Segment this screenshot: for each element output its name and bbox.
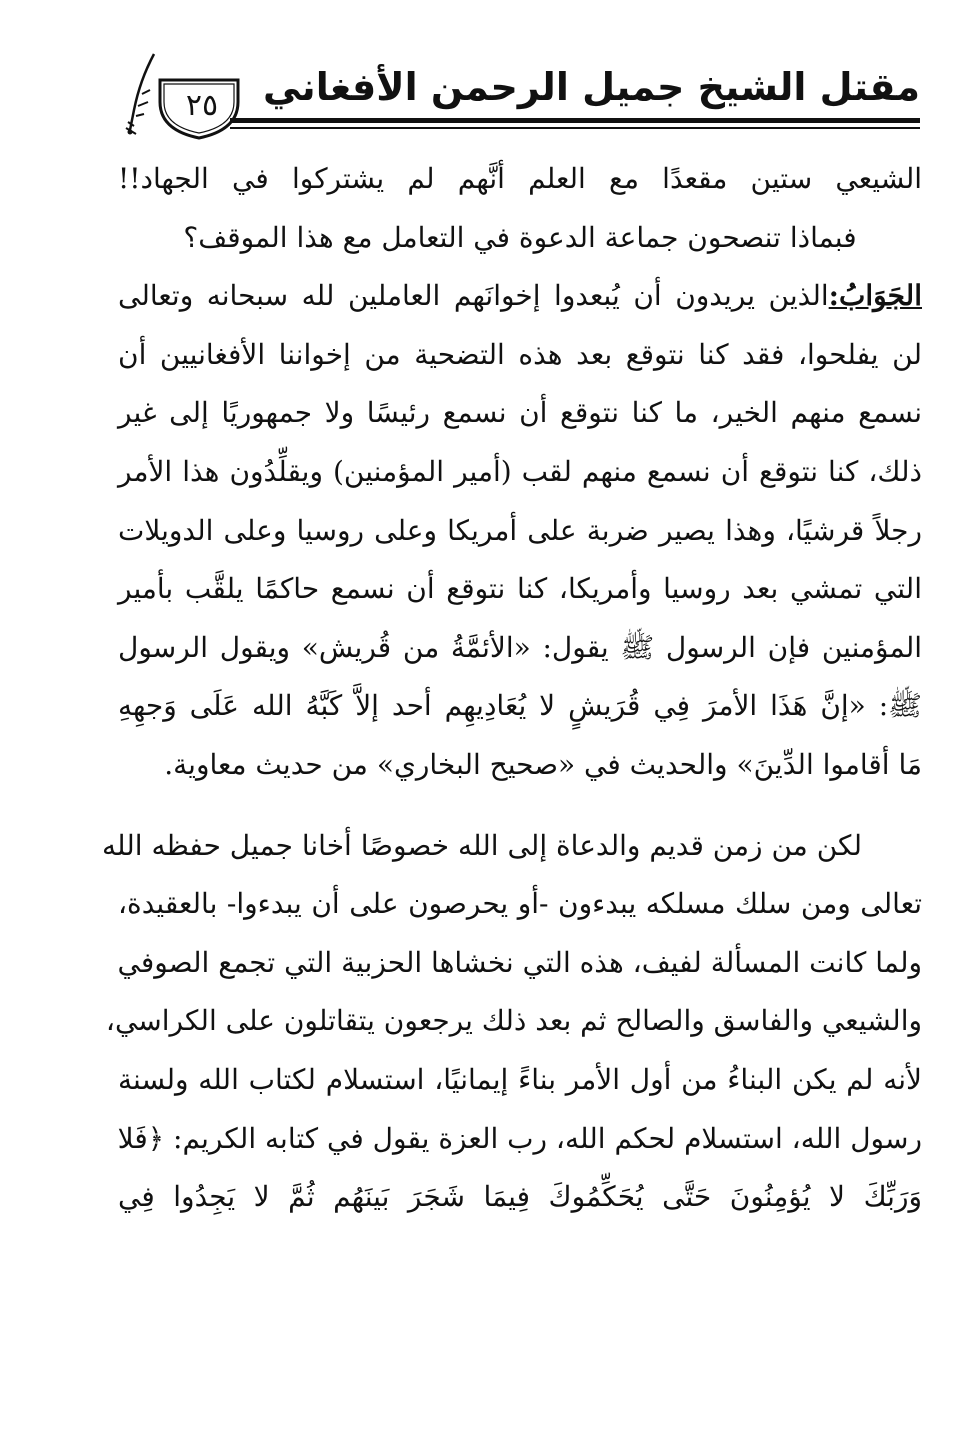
text-line: لكن من زمن قديم والدعاة إلى الله خصوصًا أخانا جميل حفظه الله (101, 828, 862, 862)
text-line: مَا أقاموا الدِّينَ» والحديث في «صحيح البخاري» من حديث معاوية. (164, 747, 922, 781)
text-fragment: الذين يريدون أن يُبعدوا إخوانَهم العاملين لله سبحانه وتعالى (118, 279, 829, 313)
answer-label: الجَوَابُ: (828, 279, 922, 313)
header-rule-thin (230, 127, 920, 129)
text-line: رجلاً قرشيًا، وهذا يصير ضربة على أمريكا وعلى روسيا وعلى الدويلات (118, 513, 922, 547)
page-header (120, 50, 920, 150)
page-body (101, 150, 922, 1227)
text-line: ﷺ: «إنَّ هَذَا الأمرَ فِي قُرَيشٍ لا يُعَادِيهِم أحد إلاَّ كَبَّهُ الله عَلَى وَجهِهِ (118, 689, 922, 723)
text-line: ذلك، كنا نتوقع أن نسمع منهم لقب (أمير المؤمنين) ويقلِّدُون هذا الأمر (118, 454, 922, 488)
text-line: التي تمشي بعد روسيا وأمريكا، كنا نتوقع أن نسمع حاكمًا يلقَّب بأمير (118, 572, 922, 606)
paragraph-gap (118, 795, 922, 817)
text-line: الشيعي ستين مقعدًا مع العلم أنَّهم لم يشتركوا في الجهاد!! (118, 162, 922, 195)
text-line: وَرَبِّكَ لا يُؤمِنُونَ حَتَّى يُحَكِّمُوكَ فِيمَا شَجَرَ بَينَهُم ثُمَّ لا يَجِدُوا فِي (118, 1180, 922, 1214)
text-line (118, 267, 922, 326)
text-line: لأنه لم يكن البناءُ من أول الأمر بناءً إيمانيًا، استسلام لكتاب الله ولسنة (118, 1062, 922, 1096)
text-line: ولما كانت المسألة لفيف، هذه التي نخشاها الحزبية التي تجمع الصوفي (117, 945, 922, 979)
page-number: ٢٥ (185, 88, 219, 123)
quill-pen-icon (120, 50, 160, 140)
text-line: لن يفلحوا، فقد كنا نتوقع بعد هذه التضحية من إخواننا الأفغانيين أن (118, 337, 922, 371)
text-line: فبماذا تنصحون جماعة الدعوة في التعامل مع هذا الموقف؟ (183, 220, 857, 254)
text-line: والشيعي والفاسق والصالح ثم بعد ذلك يرجعون يتقاتلون على الكراسي، (105, 1004, 922, 1038)
text-line: تعالى ومن سلك مسلكه يبدءون -أو يحرصون على أن يبدءوا- بالعقيدة، (118, 887, 922, 921)
text-line: المؤمنين فإن الرسول ﷺ يقول: «الأئمَّةُ من قُريش» ويقول الرسول (118, 630, 922, 664)
text-line: رسول الله، استسلام لحكم الله، رب العزة يقول في كتابه الكريم: ﴿فَلا (117, 1121, 922, 1155)
text-line: نسمع منهم الخير، ما كنا نتوقع أن نسمع رئيسًا ولا جمهوريًا إلى غير (118, 396, 922, 430)
header-rule (230, 118, 920, 123)
page-number-badge (150, 72, 242, 142)
book-title: مقتل الشيخ جميل الرحمن الأفغاني (262, 65, 920, 109)
